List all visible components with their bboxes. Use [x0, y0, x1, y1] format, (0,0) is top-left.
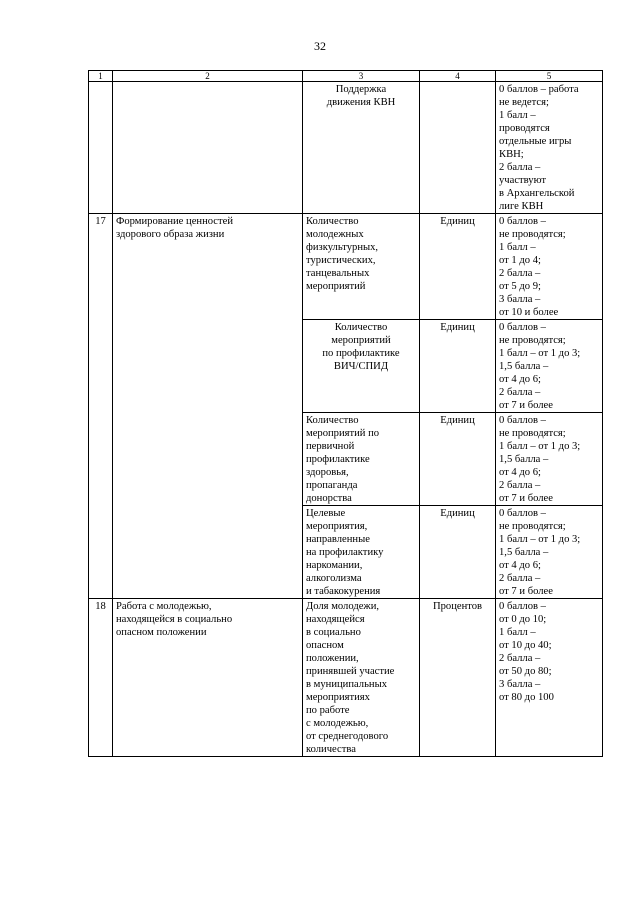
scoring-line: от 7 и более: [499, 493, 553, 504]
unit-cell: Единиц: [420, 506, 496, 599]
scoring-cell: [496, 214, 603, 320]
scoring-line: от 10 и более: [499, 307, 559, 318]
criterion-line: в социально: [306, 627, 361, 638]
unit-cell: Единиц: [420, 413, 496, 506]
criterion-line: Количество: [306, 216, 359, 227]
scoring-line: проводятся: [499, 123, 550, 134]
criterion-line: с молодежью,: [306, 718, 369, 729]
scoring-line: 2 балла –: [499, 653, 541, 664]
scoring-line: участвуют: [499, 175, 546, 186]
scoring-line: 1 балл – от 1 до 3;: [499, 534, 581, 545]
scoring-line: 0 баллов –: [499, 415, 546, 426]
table-row: [89, 599, 603, 757]
criterion-line: туристических,: [306, 255, 376, 266]
scoring-line: 1 балл – от 1 до 3;: [499, 441, 581, 452]
scoring-line: не проводятся;: [499, 428, 566, 439]
criterion-line: мероприятий: [331, 335, 391, 346]
scoring-line: от 50 до 80;: [499, 666, 552, 677]
row-number-cell: [89, 82, 113, 214]
criterion-line: на профилактику: [306, 547, 384, 558]
row-number-cell: 18: [89, 599, 113, 757]
criterion-line: Количество: [334, 322, 388, 333]
scoring-line: в Архангельской: [499, 188, 575, 199]
column-number-row: [89, 71, 603, 82]
table-row: [89, 214, 603, 320]
criterion-line: молодежных: [306, 229, 364, 240]
criterion-line: ВИЧ/СПИД: [333, 361, 389, 372]
criterion-line: от среднегодового: [306, 731, 389, 742]
scoring-line: отдельные игры: [499, 136, 572, 147]
scoring-line: 3 балла –: [499, 679, 541, 690]
scoring-line: 1,5 балла –: [499, 361, 549, 372]
criterion-line: Количество: [306, 415, 359, 426]
scoring-line: 2 балла –: [499, 162, 541, 173]
criterion-line: находящейся: [306, 614, 365, 625]
criterion-line: мероприятий по: [306, 428, 380, 439]
unit-cell: Процентов: [420, 599, 496, 757]
table-row: [89, 82, 603, 214]
scoring-line: 2 балла –: [499, 268, 541, 279]
criterion-line: принявшей участие: [306, 666, 395, 677]
criterion-line: наркомании,: [306, 560, 363, 571]
scoring-line: не проводятся;: [499, 229, 566, 240]
scoring-line: от 10 до 40;: [499, 640, 552, 651]
scoring-line: 0 баллов –: [499, 322, 546, 333]
criterion-line: Целевые: [306, 508, 346, 519]
direction-name-line: здорового образа жизни: [116, 229, 225, 240]
scoring-line: 0 баллов – работа: [499, 84, 579, 95]
direction-name-line: Формирование ценностей: [116, 216, 233, 227]
scoring-line: от 4 до 6;: [499, 467, 541, 478]
criterion-line: количества: [306, 744, 356, 755]
table-body: [89, 82, 603, 757]
scoring-line: 0 баллов –: [499, 216, 546, 227]
scoring-cell: [496, 320, 603, 413]
criterion-cell: [303, 82, 420, 214]
scoring-line: от 0 до 10;: [499, 614, 547, 625]
criterion-line: мероприятиях: [306, 692, 370, 703]
criterion-cell: [303, 506, 420, 599]
scoring-line: от 1 до 4;: [499, 255, 541, 266]
scoring-line: 1,5 балла –: [499, 454, 549, 465]
scoring-cell: [496, 506, 603, 599]
scoring-line: КВН;: [499, 149, 524, 160]
criterion-line: физкультурных,: [306, 242, 379, 253]
scoring-line: 1 балл –: [499, 627, 536, 638]
scoring-line: 3 балла –: [499, 294, 541, 305]
scoring-line: 1 балл –: [499, 110, 536, 121]
scoring-line: 1,5 балла –: [499, 547, 549, 558]
scoring-line: 0 баллов –: [499, 601, 546, 612]
column-number: 5: [496, 71, 603, 82]
criterion-line: алкоголизма: [306, 573, 362, 584]
scoring-line: 2 балла –: [499, 480, 541, 491]
criterion-cell: [303, 413, 420, 506]
direction-name-line: Работа с молодежью,: [116, 601, 212, 612]
column-number: 2: [113, 71, 303, 82]
direction-name-cell: [113, 82, 303, 214]
criterion-cell: [303, 599, 420, 757]
criterion-line: танцевальных: [306, 268, 370, 279]
criterion-line: Поддержка: [335, 84, 387, 95]
criterion-line: здоровья,: [306, 467, 349, 478]
scoring-line: не ведется;: [499, 97, 549, 108]
scoring-line: от 5 до 9;: [499, 281, 541, 292]
criterion-line: опасном: [306, 640, 344, 651]
column-number: 1: [89, 71, 113, 82]
scoring-line: лиге КВН: [499, 201, 544, 212]
column-number: 3: [303, 71, 420, 82]
criterion-line: положении,: [306, 653, 359, 664]
criterion-line: первичной: [306, 441, 355, 452]
criterion-cell: [303, 214, 420, 320]
criterion-line: мероприятий: [306, 281, 366, 292]
unit-cell: [420, 82, 496, 214]
scoring-line: 2 балла –: [499, 573, 541, 584]
scoring-cell: [496, 599, 603, 757]
scoring-line: от 4 до 6;: [499, 374, 541, 385]
criterion-line: и табакокурения: [306, 586, 381, 597]
row-number-cell: 17: [89, 214, 113, 599]
scoring-cell: [496, 413, 603, 506]
criterion-line: донорства: [306, 493, 352, 504]
scoring-line: от 7 и более: [499, 586, 553, 597]
criterion-line: по профилактике: [322, 348, 400, 359]
criterion-line: мероприятия,: [306, 521, 368, 532]
scoring-line: 2 балла –: [499, 387, 541, 398]
direction-name-line: находящейся в социально: [116, 614, 233, 625]
scoring-line: от 80 до 100: [499, 692, 554, 703]
direction-name-cell: [113, 214, 303, 599]
scoring-cell: [496, 82, 603, 214]
scoring-line: 0 баллов –: [499, 508, 546, 519]
criterion-line: профилактике: [306, 454, 370, 465]
criterion-cell: [303, 320, 420, 413]
criterion-line: в муниципальных: [306, 679, 387, 690]
criteria-table: [88, 70, 603, 757]
column-number: 4: [420, 71, 496, 82]
unit-cell: Единиц: [420, 320, 496, 413]
criterion-line: пропаганда: [306, 480, 358, 491]
unit-cell: Единиц: [420, 214, 496, 320]
criterion-line: Доля молодежи,: [306, 601, 380, 612]
scoring-line: 1 балл – от 1 до 3;: [499, 348, 581, 359]
scoring-line: от 7 и более: [499, 400, 553, 411]
scoring-line: не проводятся;: [499, 521, 566, 532]
scoring-line: не проводятся;: [499, 335, 566, 346]
page-number: 32: [314, 39, 326, 53]
criterion-line: движения КВН: [326, 97, 396, 108]
criterion-line: направленные: [306, 534, 370, 545]
scoring-line: от 4 до 6;: [499, 560, 541, 571]
criterion-line: по работе: [306, 705, 350, 716]
direction-name-cell: [113, 599, 303, 757]
scoring-line: 1 балл –: [499, 242, 536, 253]
direction-name-line: опасном положении: [116, 627, 207, 638]
